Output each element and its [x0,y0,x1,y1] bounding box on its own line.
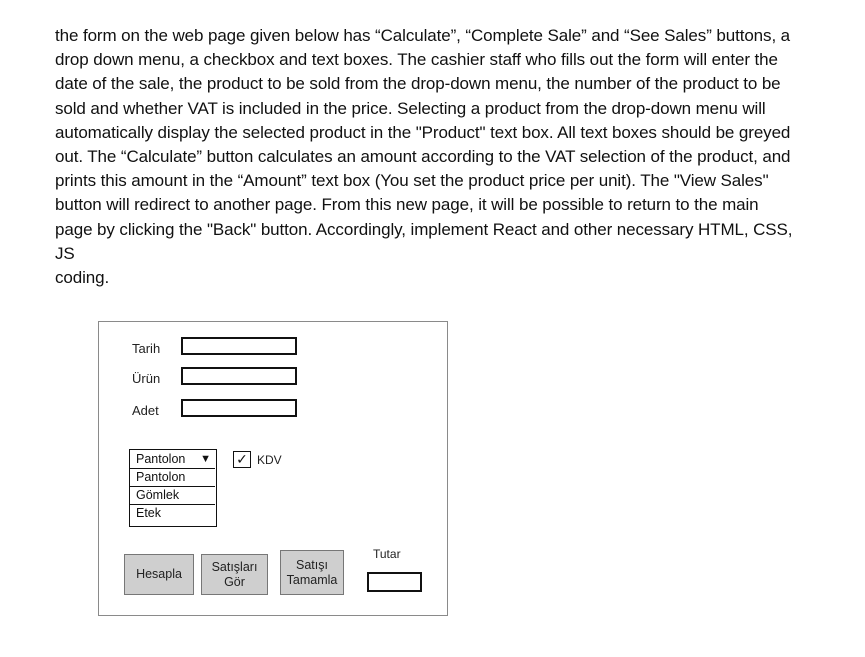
complete-sale-button-label: Satışı Tamamla [286,557,338,587]
form-mockup [98,321,448,616]
amount-field[interactable] [367,572,422,592]
product-dropdown[interactable] [129,449,217,527]
product-label: Ürün [132,371,161,386]
dropdown-option-pantolon[interactable]: Pantolon [130,469,215,487]
vat-checkbox[interactable] [233,451,251,468]
checkmark-icon: ✓ [236,451,248,467]
see-sales-button-label: Satışları Gör [211,559,258,589]
complete-sale-button[interactable] [280,550,344,595]
calculate-button-label: Hesapla [136,567,182,581]
chevron-down-icon: ▼ [200,453,211,465]
question-paragraph: the form on the web page given below has “Calculate”, “Complete Sale” and “See Sales” buttons, a drop down menu, a checkbox and text boxes. The cashier staff who fills out the form will enter the date of the sale, the product to be sold from the drop-down menu, the number of the product to be sold and whether VAT is included in the price. Selecting a product from the drop-down menu will automatically display the selected product in the "Product" text box. All text boxes should be greyed out. The “Calculate” button calculates an amount according to the VAT selection of the product, and prints this amount in the “Amount” text box (You set the product price per unit). The "View Sales" button will redirect to another page. From this new page, it will be possible to return to the main page by clicking the "Back" button. Accordingly, implement React and other necessary HTML, CSS, JS coding. [55,26,793,288]
calculate-button[interactable] [124,554,194,595]
vat-label: KDV [257,453,282,467]
dropdown-selected[interactable] [130,450,215,469]
quantity-label: Adet [132,403,159,418]
product-field[interactable] [181,367,297,385]
amount-label: Tutar [373,547,401,561]
dropdown-option-etek[interactable]: Etek [136,506,162,520]
date-label: Tarih [132,341,161,356]
see-sales-button[interactable] [201,554,268,595]
quantity-field[interactable] [181,399,297,417]
date-field[interactable] [181,337,297,355]
dropdown-option-gomlek[interactable]: Gömlek [130,487,215,505]
dropdown-selected-label: Pantolon [136,452,186,466]
